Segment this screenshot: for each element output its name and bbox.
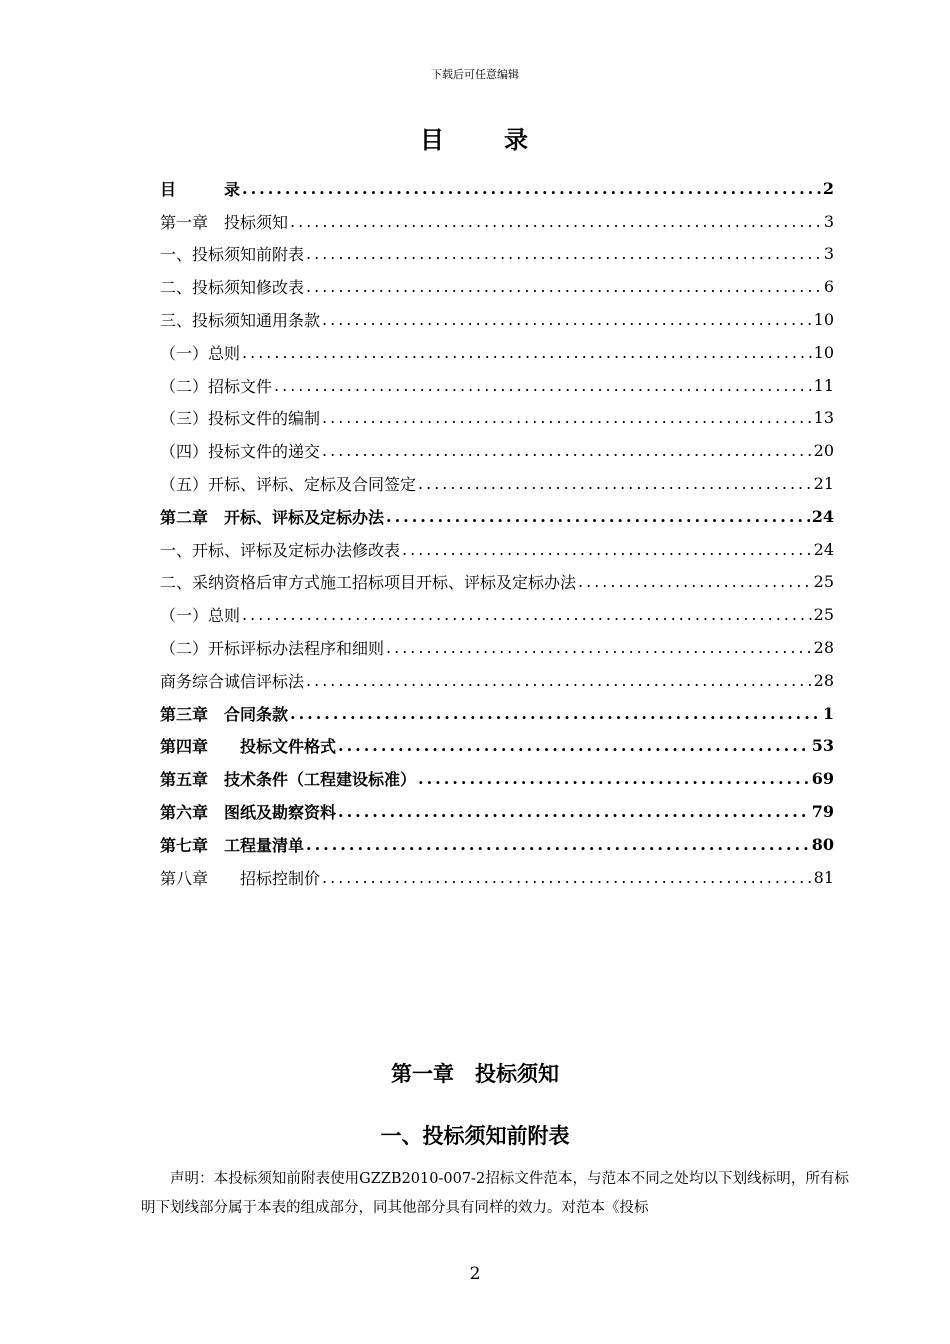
toc-leader-dots [242, 179, 821, 198]
toc-entry-label: （四）投标文件的递交 [160, 442, 321, 462]
toc-leader-dots [386, 638, 812, 657]
toc-entry-page: 10 [813, 342, 834, 362]
toc-entry-page: 81 [813, 867, 834, 887]
toc-entry[interactable] [160, 336, 834, 369]
toc-entry-page: 11 [813, 375, 834, 395]
toc-entry-label: 第七章 工程量清单 [160, 835, 305, 855]
toc-entry-page: 10 [813, 310, 834, 330]
table-of-contents [160, 172, 834, 894]
page-number: 2 [469, 1264, 481, 1284]
toc-leader-dots [338, 802, 810, 821]
toc-leader-dots [322, 441, 812, 460]
toc-entry-label: 第一章 投标须知 [160, 212, 289, 232]
toc-entry-page: 24 [811, 506, 834, 526]
toc-entry-page: 79 [811, 802, 834, 822]
toc-entry-page: 28 [813, 638, 834, 658]
toc-leader-dots [290, 704, 821, 723]
toc-entry-page: 3 [823, 244, 834, 264]
toc-leader-dots [322, 310, 812, 329]
toc-leader-dots [290, 212, 822, 231]
toc-entry-page: 24 [813, 539, 834, 559]
toc-entry[interactable] [160, 270, 834, 303]
toc-entry-label: （五）开标、评标、定标及合同签定 [160, 475, 417, 495]
toc-entry-label: 第三章 合同条款 [160, 704, 289, 724]
toc-leader-dots [306, 671, 812, 690]
toc-entry-page: 80 [811, 834, 834, 854]
toc-leader-dots [418, 474, 812, 493]
toc-entry-label: 三、投标须知通用条款 [160, 311, 321, 331]
toc-entry-label: 第四章 投标文件格式 [160, 737, 337, 757]
toc-entry-page: 28 [813, 670, 834, 690]
toc-entry[interactable] [160, 500, 834, 533]
toc-entry-label: 商务综合诚信评标法 [160, 671, 305, 691]
toc-leader-dots [274, 376, 812, 395]
toc-entry-label: （二）开标评标办法程序和细则 [160, 639, 385, 659]
toc-entry[interactable] [160, 205, 834, 238]
toc-entry-page: 6 [823, 277, 834, 297]
toc-leader-dots [306, 277, 822, 296]
toc-leader-dots [322, 408, 812, 427]
toc-entry-label: （二）招标文件 [160, 376, 273, 396]
toc-entry-label: （三）投标文件的编制 [160, 409, 321, 429]
toc-leader-dots [242, 343, 812, 362]
toc-entry[interactable] [160, 795, 834, 828]
toc-entry-page: 13 [813, 408, 834, 428]
toc-entry[interactable] [160, 402, 834, 435]
toc-title-right: 录 [504, 125, 530, 154]
toc-entry[interactable] [160, 434, 834, 467]
toc-entry-label: 第六章 图纸及勘察资料 [160, 803, 337, 823]
toc-entry[interactable] [160, 828, 834, 861]
toc-entry-page: 20 [813, 441, 834, 461]
toc-entry-page: 25 [813, 572, 834, 592]
toc-entry[interactable] [160, 533, 834, 566]
toc-entry-label: 第五章 技术条件（工程建设标准） [160, 770, 417, 790]
toc-title-left: 目 [420, 125, 446, 154]
toc-leader-dots [402, 540, 812, 559]
toc-entry-page: 25 [813, 605, 834, 625]
toc-entry[interactable] [160, 238, 834, 271]
toc-entry-page: 69 [811, 769, 834, 789]
toc-title [0, 120, 950, 155]
toc-entry[interactable] [160, 566, 834, 599]
statement-paragraph: 声明：本投标须知前附表使用GZZB2010-007-2招标文件范本，与范本不同之处均以下划线标明，所有标明下划线部分属于本表的组成部分，同其他部分具有同样的效力。对范本《投标 [141, 1171, 849, 1216]
toc-entry[interactable] [160, 664, 834, 697]
toc-entry-label: 一、开标、评标及定标办法修改表 [160, 540, 401, 560]
toc-leader-dots [306, 244, 822, 263]
section-title: 一、投标须知前附表 [380, 1123, 570, 1148]
toc-leader-dots [242, 605, 812, 624]
toc-entry-label: （一）总则 [160, 343, 241, 363]
toc-leader-dots [418, 769, 810, 788]
toc-entry[interactable] [160, 467, 834, 500]
toc-entry-page: 1 [822, 703, 834, 723]
toc-entry-page: 2 [822, 178, 834, 198]
toc-entry[interactable] [160, 598, 834, 631]
toc-entry[interactable] [160, 730, 834, 763]
toc-leader-dots [322, 868, 812, 887]
toc-entry-label: 目 录 [160, 179, 241, 199]
toc-leader-dots [578, 572, 812, 591]
chapter-title: 第一章 投标须知 [391, 1061, 559, 1086]
toc-entry[interactable] [160, 303, 834, 336]
toc-entry[interactable] [160, 172, 834, 205]
toc-entry-label: 二、投标须知修改表 [160, 278, 305, 298]
toc-entry[interactable] [160, 697, 834, 730]
page-header: 下载后可任意编辑 [431, 68, 519, 81]
toc-entry[interactable] [160, 369, 834, 402]
toc-entry-label: 一、投标须知前附表 [160, 245, 305, 265]
toc-entry-label: 第八章 招标控制价 [160, 868, 321, 888]
toc-entry-page: 53 [811, 736, 834, 756]
toc-entry-page: 3 [823, 211, 834, 231]
toc-entry[interactable] [160, 861, 834, 894]
toc-leader-dots [306, 835, 810, 854]
toc-entry[interactable] [160, 762, 834, 795]
toc-entry-label: 第二章 开标、评标及定标办法 [160, 507, 385, 527]
toc-entry-label: 二、采纳资格后审方式施工招标项目开标、评标及定标办法 [160, 573, 577, 593]
toc-entry-page: 21 [813, 474, 834, 494]
toc-leader-dots [386, 507, 810, 526]
toc-entry-label: （一）总则 [160, 606, 241, 626]
toc-entry[interactable] [160, 631, 834, 664]
toc-leader-dots [338, 736, 810, 755]
